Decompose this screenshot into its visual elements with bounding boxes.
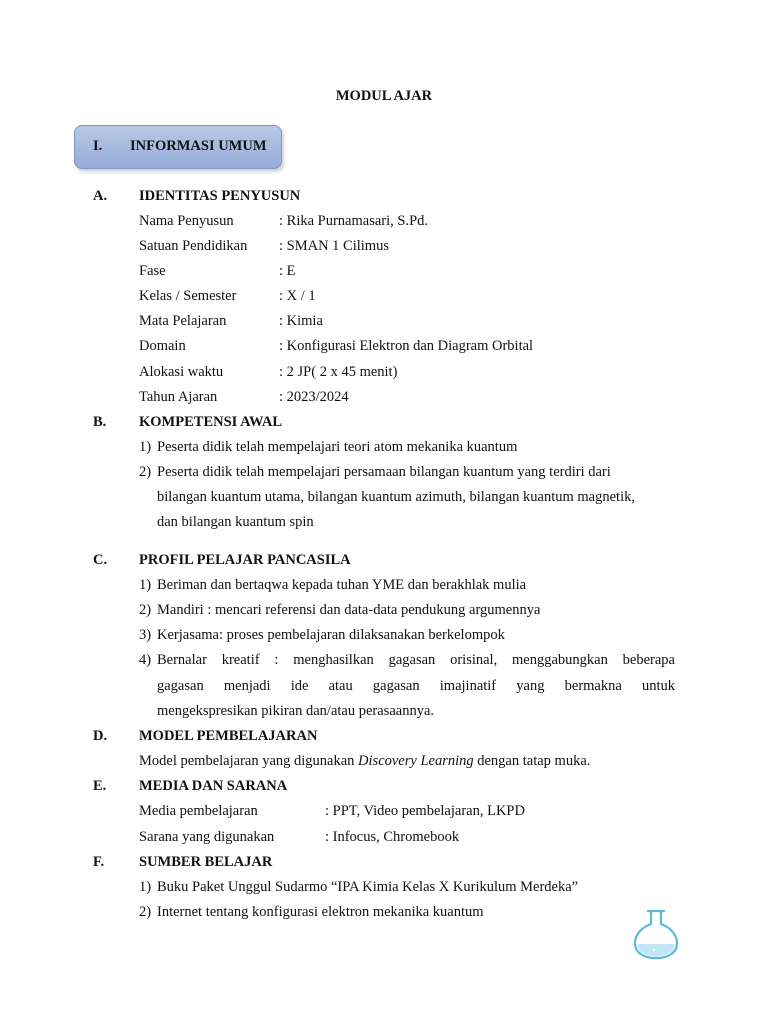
- section-c-letter: C.: [93, 552, 108, 568]
- list-item: Internet tentang konfigurasi elektron mekanika kuantum: [157, 904, 484, 920]
- identity-label: Nama Penyusun: [139, 213, 234, 229]
- media-value: : Infocus, Chromebook: [325, 829, 460, 845]
- identity-value: : Rika Purnamasari, S.Pd.: [279, 213, 429, 229]
- list-number: 3): [139, 627, 152, 643]
- list-item-continued: bilangan kuantum utama, bilangan kuantum azimuth, bilangan kuantum magnetik,: [157, 489, 635, 505]
- list-item: Peserta didik telah mempelajari persamaan bilangan kuantum yang terdiri dari: [157, 464, 611, 480]
- identity-value: : 2 JP( 2 x 45 menit): [279, 364, 398, 380]
- media-value: : PPT, Video pembelajaran, LKPD: [325, 803, 525, 819]
- media-label: Media pembelajaran: [139, 803, 258, 819]
- section-label: INFORMASI UMUM: [130, 138, 267, 154]
- section-number: I.: [93, 138, 103, 154]
- section-e-title: MEDIA DAN SARANA: [139, 778, 288, 794]
- list-item-continued: mengekspresikan pikiran dan/atau perasaannya.: [157, 703, 435, 719]
- identity-label: Tahun Ajaran: [139, 389, 218, 405]
- list-number: 2): [139, 602, 152, 618]
- list-number: 4): [139, 652, 152, 668]
- identity-label: Satuan Pendidikan: [139, 238, 248, 254]
- model-text-after: dengan tatap muka.: [473, 753, 591, 769]
- identity-value: : X / 1: [279, 288, 316, 304]
- list-item: Beriman dan bertaqwa kepada tuhan YME dan berakhlak mulia: [157, 577, 527, 593]
- model-name: Discovery Learning: [358, 753, 474, 769]
- section-f-letter: F.: [93, 854, 105, 870]
- identity-value: : SMAN 1 Cilimus: [279, 238, 389, 254]
- section-e-letter: E.: [93, 778, 107, 794]
- section-b-letter: B.: [93, 414, 107, 430]
- identity-label: Kelas / Semester: [139, 288, 237, 304]
- identity-value: : Konfigurasi Elektron dan Diagram Orbital: [279, 338, 534, 354]
- list-item-continued: gagasan menjadi ide atau gagasan imajinatif yang bermakna untuk: [157, 678, 675, 694]
- list-item: Mandiri : mencari referensi dan data-data pendukung argumennya: [157, 602, 541, 618]
- flask-icon: [632, 908, 680, 960]
- identity-value: : 2023/2024: [279, 389, 349, 405]
- section-a-title: IDENTITAS PENYUSUN: [139, 188, 301, 204]
- list-item: Peserta didik telah mempelajari teori atom mekanika kuantum: [157, 439, 518, 455]
- section-c-title: PROFIL PELAJAR PANCASILA: [139, 552, 351, 568]
- identity-value: : Kimia: [279, 313, 323, 329]
- list-number: 1): [139, 439, 152, 455]
- identity-label: Alokasi waktu: [139, 364, 224, 380]
- section-f-title: SUMBER BELAJAR: [139, 854, 273, 870]
- identity-label: Domain: [139, 338, 186, 354]
- section-d-title: MODEL PEMBELAJARAN: [139, 728, 318, 744]
- list-number: 2): [139, 464, 152, 480]
- section-a-letter: A.: [93, 188, 108, 204]
- identity-label: Fase: [139, 263, 166, 279]
- list-number: 1): [139, 577, 152, 593]
- page-title: MODUL AJAR: [335, 88, 433, 104]
- identity-label: Mata Pelajaran: [139, 313, 227, 329]
- list-item-continued: dan bilangan kuantum spin: [157, 514, 314, 530]
- list-item: Buku Paket Unggul Sudarmo “IPA Kimia Kelas X Kurikulum Merdeka”: [157, 879, 579, 895]
- list-item: Bernalar kreatif : menghasilkan gagasan orisinal, menggabungkan beberapa: [157, 652, 675, 668]
- list-item: Kerjasama: proses pembelajaran dilaksanakan berkelompok: [157, 627, 505, 643]
- identity-value: : E: [279, 263, 296, 279]
- media-label: Sarana yang digunakan: [139, 829, 275, 845]
- list-number: 1): [139, 879, 152, 895]
- list-number: 2): [139, 904, 152, 920]
- model-description: [139, 753, 590, 770]
- model-text-before: Model pembelajaran yang digunakan: [139, 753, 359, 769]
- section-d-letter: D.: [93, 728, 108, 744]
- section-b-title: KOMPETENSI AWAL: [139, 414, 283, 430]
- section-header-informasi-umum: [74, 125, 282, 169]
